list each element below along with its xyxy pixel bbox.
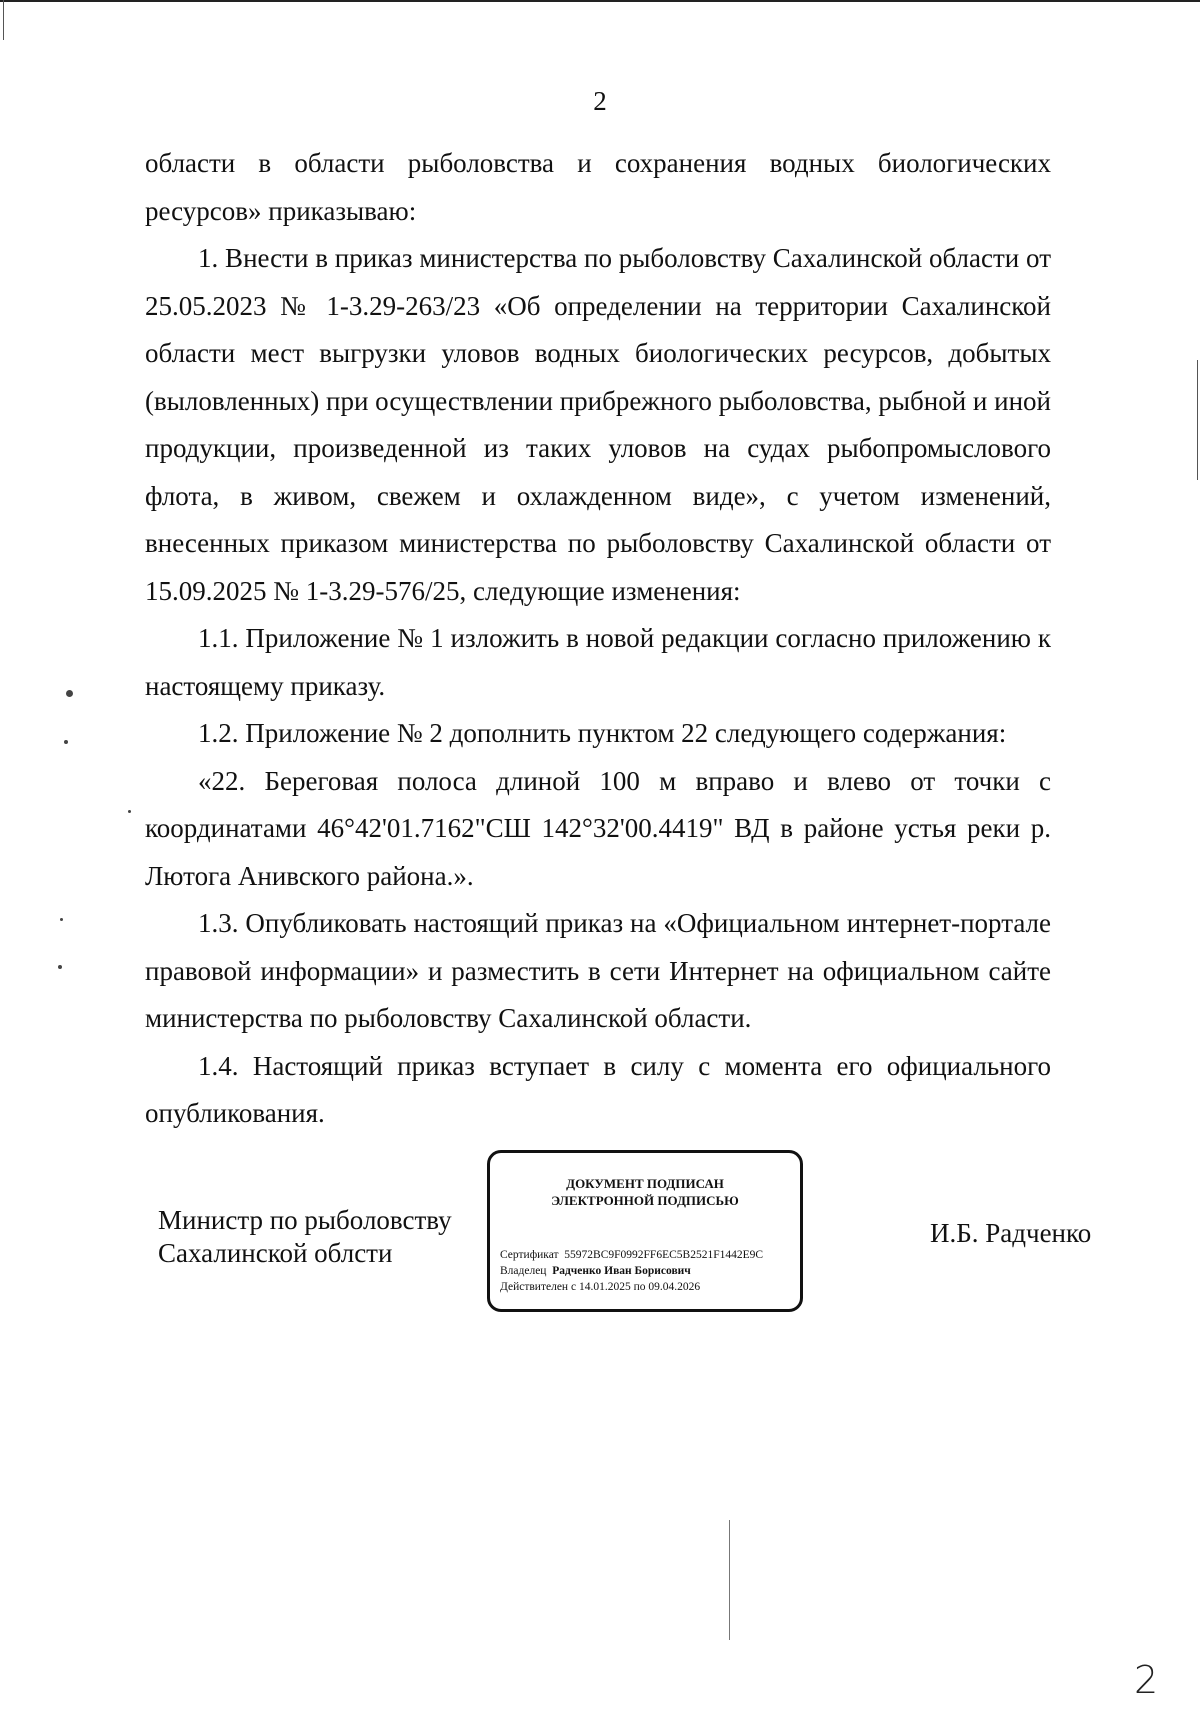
paragraph-intro-continuation: области в области рыболовства и сохранения водных биологических ресурсов» приказываю: bbox=[145, 148, 1051, 226]
signatory-position-line2: Сахалинской облсти bbox=[158, 1238, 393, 1268]
paragraph-item-1-2: 1.2. Приложение № 2 дополнить пунктом 22 следующего содержания: bbox=[198, 718, 1007, 748]
paragraph-quote-22: «22. Береговая полоса длиной 100 м вправо и влево от точки с координатами 46°42'01.7162"СШ 142°32'00.4419" ВД в районе устья реки р. Лютога Анивского района.». bbox=[145, 765, 1051, 891]
stamp-certificate-label: Сертификат bbox=[500, 1249, 559, 1261]
stamp-owner-value: Радченко Иван Борисович bbox=[552, 1265, 691, 1277]
signatory-position-line1: Министр по рыболовству bbox=[158, 1205, 452, 1235]
signatory-position bbox=[158, 1204, 452, 1270]
stamp-title bbox=[490, 1175, 800, 1209]
scan-speck bbox=[64, 740, 68, 744]
scan-speck bbox=[128, 810, 131, 813]
paragraph-item-1-4: 1.4. Настоящий приказ вступает в силу с момента его официального опубликования. bbox=[145, 1050, 1051, 1128]
scan-speck bbox=[60, 918, 63, 921]
stamp-owner-row bbox=[500, 1263, 763, 1279]
stamp-owner-label: Владелец bbox=[500, 1265, 547, 1277]
scan-vertical-line bbox=[1197, 360, 1198, 480]
scan-vertical-line bbox=[729, 1520, 730, 1640]
scan-speck bbox=[58, 965, 62, 969]
stamp-certificate-row bbox=[500, 1247, 763, 1263]
paragraph-item-1-3: 1.3. Опубликовать настоящий приказ на «Официальном интернет-портале правовой информации» и разместить в сети Интернет на официальном сайте министерства по рыболовству Сахалинской области. bbox=[145, 908, 1051, 1033]
order-body bbox=[145, 140, 1051, 1138]
scan-speck bbox=[66, 690, 73, 697]
paragraph-item-1-1: 1.1. Приложение № 1 изложить в новой редакции согласно приложению к настоящему приказу. bbox=[145, 623, 1051, 701]
stamp-validity: Действителен с 14.01.2025 по 09.04.2026 bbox=[500, 1281, 701, 1293]
signatory-name: И.Б. Радченко bbox=[930, 1218, 1092, 1248]
paragraph-item-1: 1. Внести в приказ министерства по рыболовству Сахалинской области от 25.05.2023 № 1-3.29-263/23 «Об определении на территории Сахалинской области мест выгрузки уловов водных биологических ресурсов, добытых (выловленных) при осуществлении прибрежного рыболовства, рыбной и иной продукции, произведенной из таких уловов на судах рыбопромыслового флота, в живом, свежем и охлажденном виде», с учетом изменений, внесенных приказом министерства по рыболовству Сахалинской области от 15.09.2025 № 1-3.29-576/25, следующие изменения: bbox=[145, 243, 1051, 606]
page-number: 2 bbox=[593, 86, 607, 116]
handwritten-page-mark: 2 bbox=[1134, 1658, 1159, 1702]
electronic-signature-stamp bbox=[487, 1150, 803, 1312]
scan-vertical-line bbox=[3, 0, 4, 40]
stamp-title-line1: ДОКУМЕНТ ПОДПИСАН bbox=[566, 1176, 724, 1191]
stamp-certificate-value: 55972BC9F0992FF6EC5B2521F1442E9C bbox=[564, 1249, 764, 1261]
stamp-title-line2: ЭЛЕКТРОННОЙ ПОДПИСЬЮ bbox=[551, 1193, 739, 1208]
stamp-details bbox=[500, 1247, 763, 1295]
scan-top-border bbox=[0, 0, 1200, 2]
